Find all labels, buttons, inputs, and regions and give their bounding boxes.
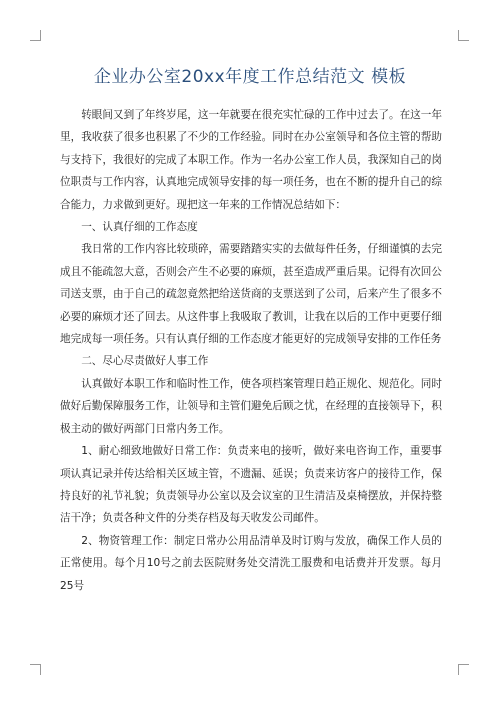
document-title: 企业办公室20xx年度工作总结范文 模板 <box>93 67 407 87</box>
section-heading-1: 一、认真仔细的工作态度 <box>81 221 198 234</box>
body-paragraph: 认真做好本职工作和临时性工作，使各项档案管理日趋正规化、规范化。同时做好后勤保障服务工作，让领导和主管们避免后顾之忧，在经理的直接领导下，积极主动的做好两部门日常内务工作。 <box>60 377 442 435</box>
corner-mark-bottom-left <box>30 664 41 675</box>
body-paragraph: 我日常的工作内容比较琐碎，需要踏踏实实的去做每件任务，仔细谨慎的去完成且不能疏忽大意，否则会产生不必要的麻烦，甚至造成严重后果。记得有次回公司送支票，由于自己的疏忽竟然把给送货商的支票送到了公司，后来产生了很多不必要的麻烦才还了回去。从这件事上我吸取了教训，让我在以后的工作中更要仔细地完成每一项任务。只有认真仔细的工作态度才能更好的完成领导安排的工作任务 <box>60 243 442 346</box>
section-heading-2: 二、尽心尽责做好人事工作 <box>81 355 209 368</box>
list-item-1: 1、耐心细致地做好日常工作：负责来电的接听，做好来电咨询工作，重要事项认真记录并传达给相关区域主管，不遗漏、延误；负责来访客户的接待工作，保持良好的礼节礼貌；负责领导办公室以及会议室的卫生清洁及桌椅摆放，并保持整洁干净；负责各种文件的分类存档及每天收发公司邮件。 <box>60 445 442 525</box>
list-item-2: 2、物资管理工作：制定日常办公用品清单及时订购与发放，确保工作人员的正常使用。每个月10号之前去医院财务处交清洗工服费和电话费并开发票。每月25号 <box>60 534 442 592</box>
corner-mark-top-left <box>30 30 41 41</box>
intro-paragraph: 转眼间又到了年终岁尾，这一年就要在很充实忙碌的工作中过去了。在这一年里，我收获了很多也积累了不少的工作经验。同时在办公室领导和各位主管的帮助与支持下，我很好的完成了本职工作。作为一名办公室工作人员，我深知自己的岗位职责与工作内容，认真地完成领导安排的每一项任务，也在不断的提升自己的综合能力，力求做到更好。现把这一年来的工作情况总结如下： <box>60 109 442 211</box>
document-body <box>60 104 442 597</box>
corner-mark-top-right <box>458 30 469 41</box>
corner-mark-bottom-right <box>458 664 469 675</box>
